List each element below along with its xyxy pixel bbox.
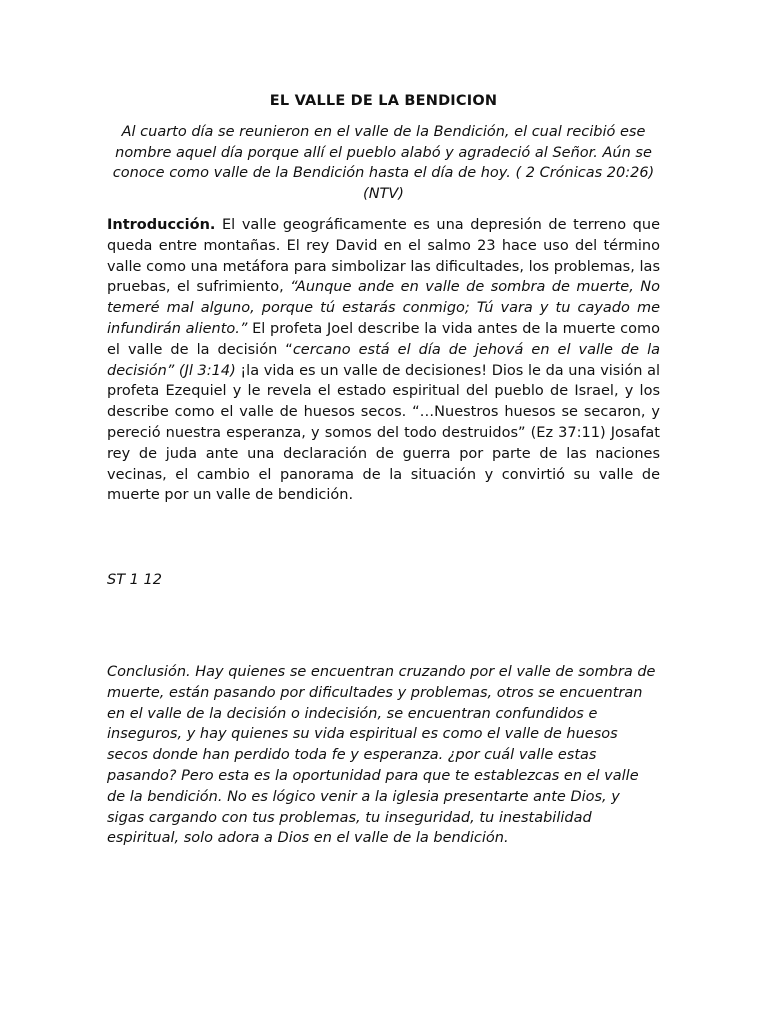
introduction-text-1: El valle geográficamente es una depresión de terreno que queda entre montañas. El rey David en el salmo 23 hace uso del término valle como una metáfora para simbolizar las dificultades, los problemas, las pruebas, el sufrimiento, [107, 217, 660, 296]
psalm-quote: “Aunque ande en valle de sombra de muerte, No temeré mal alguno, porque tú estarás conmigo; Tú vara y tu cayado me infundirán aliento.” [107, 279, 660, 337]
introduction-text-2: El profeta Joel describe la vida antes de la muerte como el valle de la decisión “ [107, 320, 660, 358]
st-label: ST 1 12 [107, 572, 162, 588]
introduction-text-3: ¡la vida es un valle de decisiones! Dios le da una visión al profeta Ezequiel y le revela el estado espiritual del pueblo de Israel, y los describe como el valle de huesos secos. “…Nuestros huesos se secaron, y pereció nuestra esperanza, y somos del todo destruidos” (Ez 37:11) Josafat rey de juda ante una declaración de guerra por parte de las naciones vecinas, el cambio el panorama de la situación y convirtió su valle de muerte por un valle de bendición. [107, 362, 660, 504]
epigraph-verse: Al cuarto día se reunieron en el valle de la Bendición, el cual recibió ese nombre aquel día porque allí el pueblo alabó y agradeció al Señor. Aún se conoce como valle de la Bendición hasta el día de hoy. ( 2 Crónicas 20:26) (NTV) [112, 124, 655, 203]
introduction-lead: Introducción. [107, 217, 216, 233]
joel-quote: cercano está el día de jehová en el valle de la decisión” (Jl 3:14) [107, 341, 661, 379]
conclusion-paragraph: Conclusión. Hay quienes se encuentran cruzando por el valle de sombra de muerte, están pasando por dificultades y problemas, otros se encuentran en el valle de la decisión o indecisión, se encuentran confundidos e inseguros, y hay quienes su vida espiritual es como el valle de huesos secos donde han perdido toda fe y esperanza. ¿por cuál valle estas pasando? Pero esta es la oportunidad para que te establezcas en el valle de la bendición. No es lógico venir a la iglesia presentarte ante Dios, y sigas cargando con tus problemas, tu inseguridad, tu inestabilidad espiritual, solo adora a Dios en el valle de la bendición. [107, 664, 656, 847]
document-title: EL VALLE DE LA BENDICION [269, 93, 498, 109]
introduction-paragraph [107, 215, 660, 506]
